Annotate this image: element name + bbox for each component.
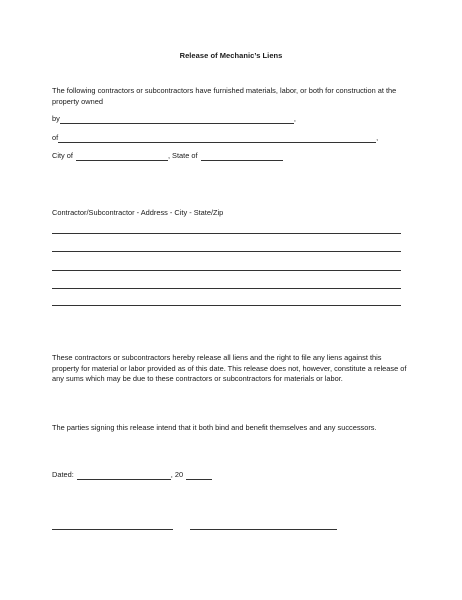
- of-trailing-comma: ,: [376, 133, 379, 142]
- contractor-list-heading: Contractor/Subcontractor - Address - City - State/Zip: [52, 208, 224, 217]
- intro-paragraph: The following contractors or subcontractors have furnished materials, labor, or both for construction at the property owned: [52, 86, 397, 106]
- contractor-entry-line[interactable]: [52, 270, 401, 271]
- by-label: by: [52, 114, 60, 123]
- of-label: of: [52, 133, 59, 142]
- contractor-entry-line[interactable]: [52, 305, 401, 306]
- signature-line-right[interactable]: [190, 529, 337, 530]
- release-paragraph: These contractors or subcontractors hereby release all liens and the right to file any liens against this property for material or labor provided as of this date. This release does not, however, constitute a release of any sums which may be due to these contractors or subcontractors for materials or labor.: [52, 353, 407, 383]
- property-address-field[interactable]: [58, 133, 379, 143]
- date-field[interactable]: [77, 471, 171, 480]
- document-title: Release of Mechanic’s Liens: [179, 51, 283, 60]
- contractor-entry-line[interactable]: [52, 288, 401, 289]
- contractor-entry-line[interactable]: [52, 251, 401, 252]
- owner-by-row: [52, 114, 296, 124]
- year-field[interactable]: [186, 471, 212, 480]
- signature-line-left[interactable]: [52, 529, 173, 530]
- city-label: City of: [52, 151, 73, 160]
- year-label: , 20: [170, 470, 184, 479]
- by-trailing-comma: ,: [293, 114, 296, 123]
- owner-of-row: [52, 133, 378, 143]
- dated-label: Dated:: [52, 470, 74, 479]
- state-label: , State of: [167, 151, 198, 160]
- city-field[interactable]: [76, 152, 168, 161]
- state-field[interactable]: [201, 152, 283, 161]
- parties-paragraph: The parties signing this release intend that it both bind and benefit themselves and any successors.: [52, 423, 377, 432]
- dated-row: [52, 470, 212, 480]
- contractor-entry-line[interactable]: [52, 233, 401, 234]
- owner-name-field[interactable]: [60, 115, 294, 124]
- city-state-row: [52, 151, 283, 161]
